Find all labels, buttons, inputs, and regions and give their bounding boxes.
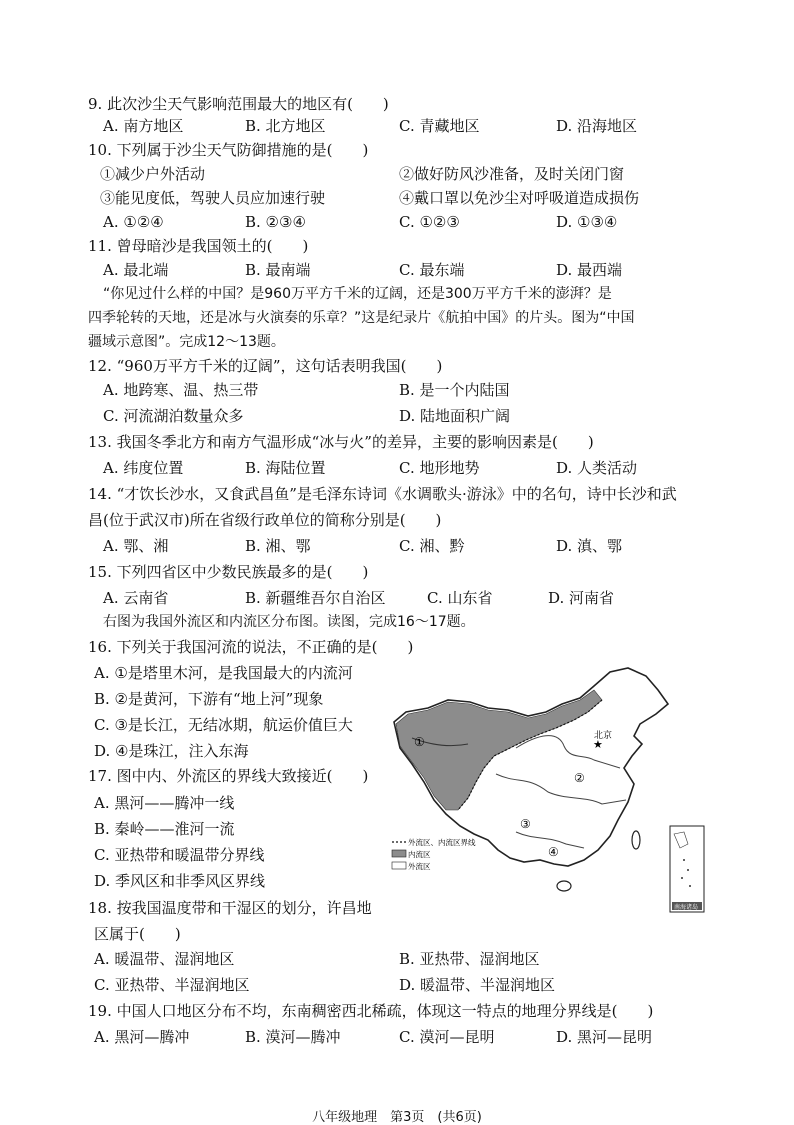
map-inset-south-china-sea: [670, 826, 704, 912]
question-18-stem-line-1: 18. 按我国温度带和干湿区的划分，许昌地: [88, 899, 372, 917]
q16-option-d: D. ④是珠江，注入东海: [94, 742, 249, 760]
q19-option-c: C. 漠河—昆明: [399, 1028, 495, 1046]
map-taiwan: [632, 831, 640, 849]
question-11-stem: 11. 曾母暗沙是我国领土的( ): [88, 237, 309, 255]
q16-option-c: C. ③是长江，无结冰期，航运价值巨大: [94, 716, 353, 734]
map-label-4: ④: [548, 845, 559, 859]
q18-option-c: C. 亚热带、半湿润地区: [94, 976, 250, 994]
q11-option-b: B. 最南端: [245, 261, 311, 279]
q12-option-b: B. 是一个内陆国: [399, 381, 510, 399]
question-17-stem: 17. 图中内、外流区的界线大致接近( ): [88, 767, 369, 785]
map-label-3: ③: [520, 817, 531, 831]
passage-1-line-2: 四季轮转的天地，还是冰与火演奏的乐章？”这是纪录片《航拍中国》的片头。图为“中国: [88, 310, 635, 326]
question-14-stem-line-1: 14. “才饮长沙水，又食武昌鱼”是毛泽东诗词《水调歌头·游泳》中的名句，诗中长沙和武: [88, 485, 677, 503]
q14-option-d: D. 滇、鄂: [556, 537, 623, 555]
q18-option-d: D. 暖温带、半湿润地区: [399, 976, 556, 994]
question-19-stem: 19. 中国人口地区分布不均，东南稠密西北稀疏，体现这一特点的地理分界线是( ): [88, 1002, 654, 1020]
q12-option-d: D. 陆地面积广阔: [399, 407, 511, 425]
q9-option-b: B. 北方地区: [245, 117, 326, 135]
map-label-2: ②: [574, 771, 585, 785]
map-label-beijing: 北京: [594, 731, 613, 741]
q15-option-b: B. 新疆维吾尔自治区: [245, 589, 386, 607]
map-label-1: ①: [414, 735, 425, 749]
page-footer: 八年级地理 第3页 (共6页): [312, 1110, 482, 1125]
china-drainage-map: [388, 664, 706, 916]
q19-option-d: D. 黑河—昆明: [556, 1028, 653, 1046]
q10-option-b: B. ②③④: [245, 213, 306, 231]
q10-statement-1: ①减少户外活动: [100, 165, 206, 183]
q13-option-d: D. 人类活动: [556, 459, 638, 477]
q16-option-b: B. ②是黄河，下游有“地上河”现象: [94, 690, 324, 708]
q10-option-a: A. ①②④: [103, 213, 164, 231]
q19-option-b: B. 漠河—腾冲: [245, 1028, 341, 1046]
legend-inland: 内流区: [408, 850, 431, 859]
q15-option-c: C. 山东省: [427, 589, 493, 607]
q11-option-c: C. 最东端: [399, 261, 465, 279]
q12-option-c: C. 河流湖泊数量众多: [103, 407, 244, 425]
question-16-stem: 16. 下列关于我国河流的说法，不正确的是( ): [88, 638, 414, 656]
q10-statement-4: ④戴口罩以免沙尘对呼吸道造成损伤: [399, 189, 640, 207]
q11-option-a: A. 最北端: [103, 261, 169, 279]
q13-option-a: A. 纬度位置: [103, 459, 184, 477]
question-12-stem: 12. “960万平方千米的辽阔”，这句话表明我国( ): [88, 357, 443, 375]
q17-option-c: C. 亚热带和暖温带分界线: [94, 846, 265, 864]
q10-option-c: C. ①②③: [399, 213, 460, 231]
question-9-stem: 9. 此次沙尘天气影响范围最大的地区有( ): [88, 95, 389, 113]
q14-option-a: A. 鄂、湘: [103, 537, 169, 555]
map-beijing-star-icon: ★: [593, 738, 603, 751]
q9-option-d: D. 沿海地区: [556, 117, 638, 135]
q11-option-d: D. 最西端: [556, 261, 623, 279]
question-13-stem: 13. 我国冬季北方和南方气温形成“冰与火”的差异，主要的影响因素是( ): [88, 433, 594, 451]
q17-option-b: B. 秦岭——淮河一流: [94, 820, 235, 838]
passage-1-line-3: 疆域示意图”。完成12～13题。: [88, 334, 285, 350]
q13-option-c: C. 地形地势: [399, 459, 480, 477]
q10-option-d: D. ①③④: [556, 213, 618, 231]
question-15-stem: 15. 下列四省区中少数民族最多的是( ): [88, 563, 369, 581]
q16-option-a: A. ①是塔里木河，是我国最大的内流河: [94, 664, 353, 682]
map-label-inset: 南海诸岛: [674, 904, 699, 911]
legend-boundary: 外流区、内流区界线: [408, 838, 476, 847]
q14-option-b: B. 湘、鄂: [245, 537, 311, 555]
q19-option-a: A. 黑河—腾冲: [94, 1028, 190, 1046]
q10-statement-3: ③能见度低，驾驶人员应加速行驶: [100, 189, 326, 207]
question-14-stem-line-2: 昌(位于武汉市)所在省级行政单位的简称分别是( ): [88, 511, 442, 529]
passage-2: 右图为我国外流区和内流区分布图。读图，完成16～17题。: [103, 614, 475, 630]
q17-option-a: A. 黑河——腾冲一线: [94, 794, 235, 812]
q13-option-b: B. 海陆位置: [245, 459, 326, 477]
q15-option-a: A. 云南省: [103, 589, 169, 607]
question-18-stem-line-2: 区属于( ): [94, 925, 181, 943]
q18-option-b: B. 亚热带、湿润地区: [399, 950, 540, 968]
q15-option-d: D. 河南省: [548, 589, 615, 607]
q9-option-a: A. 南方地区: [103, 117, 184, 135]
q12-option-a: A. 地跨寒、温、热三带: [103, 381, 259, 399]
q9-option-c: C. 青藏地区: [399, 117, 480, 135]
q10-statement-2: ②做好防风沙准备，及时关闭门窗: [399, 165, 625, 183]
question-10-stem: 10. 下列属于沙尘天气防御措施的是( ): [88, 141, 369, 159]
map-hainan: [557, 881, 571, 891]
legend-outland: 外流区: [408, 862, 431, 871]
q17-option-d: D. 季风区和非季风区界线: [94, 872, 266, 890]
q14-option-c: C. 湘、黔: [399, 537, 465, 555]
q18-option-a: A. 暖温带、湿润地区: [94, 950, 235, 968]
map-legend: [392, 837, 476, 871]
passage-1-line-1: “你见过什么样的中国？是960万平方千米的辽阔，还是300万平方千米的澎湃？是: [103, 286, 612, 302]
